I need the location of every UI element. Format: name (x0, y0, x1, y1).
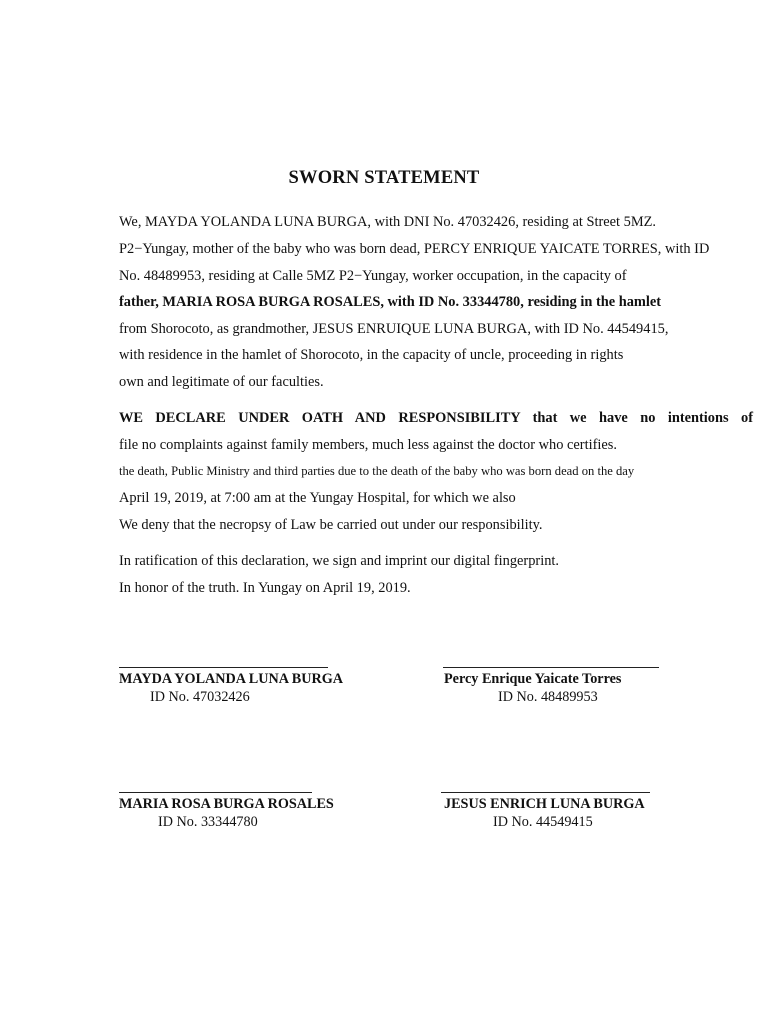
signatory-id: ID No. 48489953 (498, 689, 598, 705)
paragraph1-line: from Shorocoto, as grandmother, JESUS ENRUIQUE LUNA BURGA, with ID No. 44549415, (119, 321, 669, 337)
paragraph1-line: own and legitimate of our faculties. (119, 374, 324, 390)
paragraph1-line: No. 48489953, residing at Calle 5MZ P2−Yungay, worker occupation, in the capacity of (119, 268, 627, 284)
paragraph2-line: April 19, 2019, at 7:00 am at the Yungay Hospital, for which we also (119, 490, 516, 506)
signatory-name: MARIA ROSA BURGA ROSALES (119, 796, 334, 812)
paragraph1-line: We, MAYDA YOLANDA LUNA BURGA, with DNI No. 47032426, residing at Street 5MZ. (119, 214, 656, 230)
signature-line (441, 792, 650, 793)
paragraph3-line: In ratification of this declaration, we sign and imprint our digital fingerprint. (119, 553, 559, 569)
paragraph2-line: file no complaints against family members, much less against the doctor who certifies. (119, 437, 617, 453)
signature-line (119, 792, 312, 793)
signature-line (443, 667, 659, 668)
paragraph1-line: with residence in the hamlet of Shorocoto, in the capacity of uncle, proceeding in rights (119, 347, 624, 363)
signature-line (119, 667, 328, 668)
paragraph2-line: We deny that the necropsy of Law be carried out under our responsibility. (119, 517, 543, 533)
signatory-name: MAYDA YOLANDA LUNA BURGA (119, 671, 343, 687)
paragraph1-line: P2−Yungay, mother of the baby who was born dead, PERCY ENRIQUE YAICATE TORRES, with ID (119, 241, 710, 257)
paragraph1-line: father, MARIA ROSA BURGA ROSALES, with ID No. 33344780, residing in the hamlet (119, 294, 662, 310)
document-title: SWORN STATEMENT (288, 168, 480, 188)
signatory-id: ID No. 44549415 (493, 814, 593, 830)
signatory-name: JESUS ENRICH LUNA BURGA (444, 796, 645, 812)
declaration-line: WE DECLARE UNDER OATH AND RESPONSIBILITY that we have no intentions of (119, 410, 753, 426)
signatory-id: ID No. 33344780 (158, 814, 258, 830)
signatory-name: Percy Enrique Yaicate Torres (444, 671, 622, 687)
paragraph2-line: the death, Public Ministry and third parties due to the death of the baby who was born dead on the day (119, 464, 635, 478)
signatory-id: ID No. 47032426 (150, 689, 250, 705)
paragraph3-line: In honor of the truth. In Yungay on April 19, 2019. (119, 580, 411, 596)
